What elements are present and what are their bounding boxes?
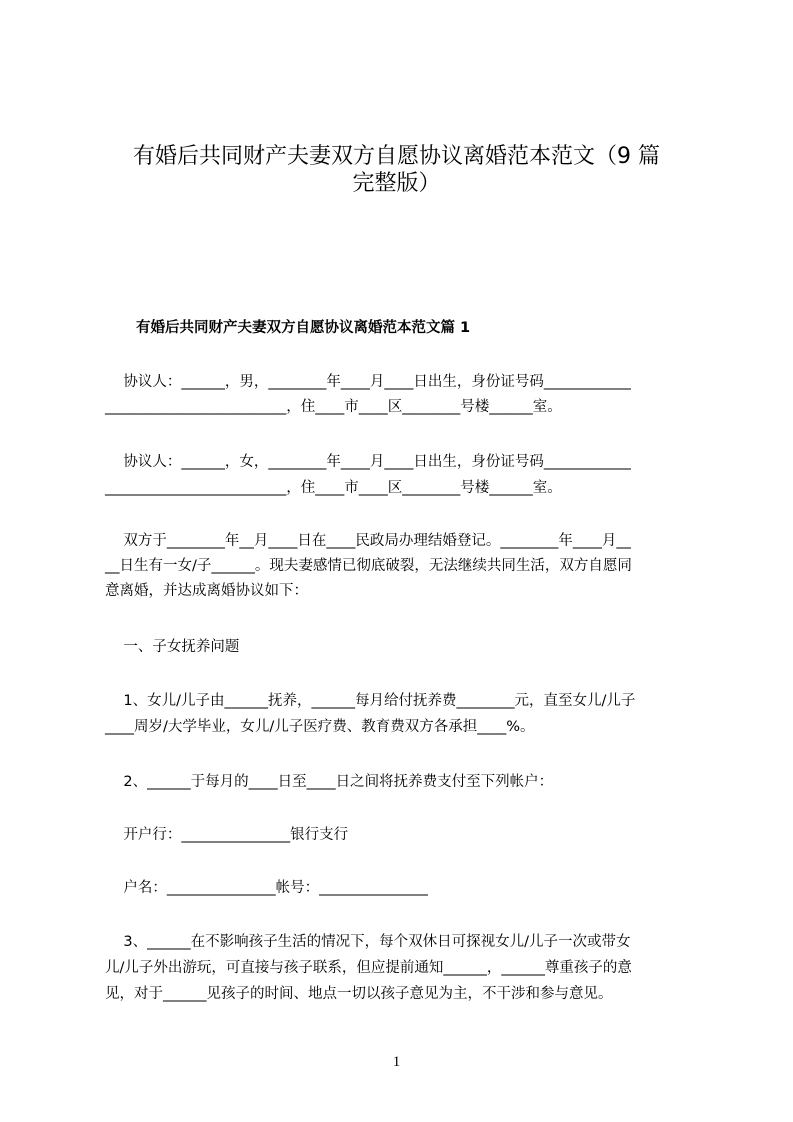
text-line: 意离婚，并达成离婚协议如下： — [105, 583, 308, 599]
text-line: __日生有一女/子______。现夫妻感情已彻底破裂，无法继续共同生活，双方自愿同 — [105, 558, 632, 574]
text-line: 见，对于______见孩子的时间、地点一切以孩子意见为主，不干涉和参与意见。 — [105, 986, 613, 1002]
subheading-child-support: 一、子女抚养问题 — [105, 639, 240, 655]
text-line: 双方于________年__月____日在____民政局办理结婚登记。________年____月__ — [105, 533, 631, 549]
text-line: 儿/儿子外出游玩，可直接与孩子联系，但应提前通知______，______尊重孩子的意 — [105, 960, 632, 976]
text-line: 1、女儿/儿子由______抚养，______每月给付抚养费________元，直至女儿/儿子 — [105, 693, 636, 709]
text-line: _________________________，住____市____区________号楼______室。 — [105, 480, 562, 496]
text-line: 开户行：_______________银行支行 — [105, 827, 349, 843]
document-title-line-1: 有婚后共同财产夫妻双方自愿协议离婚范本范文（9 篇 — [133, 144, 660, 169]
page-number: 1 — [392, 1054, 401, 1070]
section-heading: 有婚后共同财产夫妻双方自愿协议离婚范本范文篇 1 — [136, 320, 471, 336]
text-line: ____周岁/大学毕业，女儿/儿子医疗费、教育费双方各承担____%。 — [105, 719, 535, 735]
text-line: 2、______于每月的____日至____日之间将抚养费支付至下列帐户： — [105, 774, 554, 790]
document-title-line-2: 完整版） — [352, 171, 441, 196]
text-line: 协议人：______，男，________年____月____日出生，身份证号码____________ — [105, 374, 631, 390]
text-line: _________________________，住____市____区________号楼______室。 — [105, 399, 562, 415]
text-line: 户名：_______________帐号：_______________ — [105, 880, 428, 896]
text-line: 协议人：______，女，________年____月____日出生，身份证号码____________ — [105, 454, 631, 470]
text-line: 3、______在不影响孩子生活的情况下，每个双休日可探视女儿/儿子一次或带女 — [105, 934, 631, 950]
